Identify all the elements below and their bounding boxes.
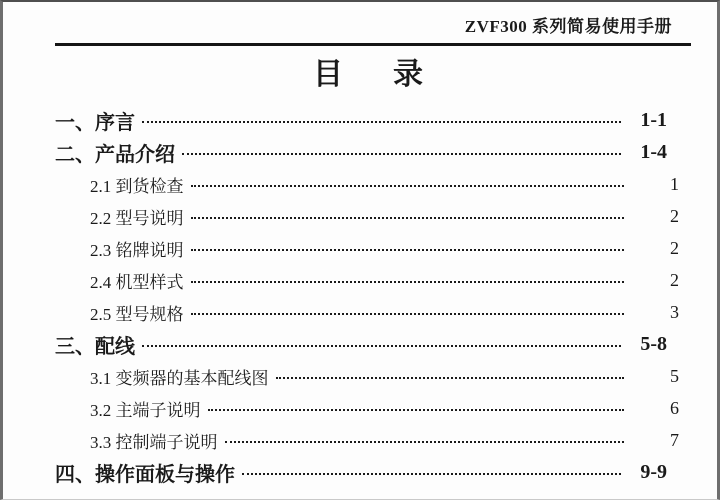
toc-entry	[55, 296, 679, 328]
toc-entry-label: 四、操作面板与操作	[55, 463, 235, 486]
toc-entry-page: 1	[670, 173, 679, 194]
toc-entry	[55, 392, 679, 424]
dot-leader	[208, 409, 625, 411]
dot-leader	[191, 217, 625, 219]
toc-entry-label: 2.5 型号规格	[90, 304, 184, 324]
toc-entry	[55, 360, 679, 392]
dot-leader	[191, 249, 625, 251]
toc-entry-page: 6	[670, 397, 679, 418]
dot-leader	[182, 153, 621, 155]
toc-entry-page: 2	[670, 205, 679, 226]
toc-entry-label: 2.3 铭牌说明	[90, 240, 184, 260]
toc-entry	[55, 104, 679, 136]
dot-leader	[142, 345, 621, 347]
toc-entry-page: 9-9	[640, 460, 667, 483]
toc-entry-label: 2.4 机型样式	[90, 272, 184, 292]
toc-entry-label: 3.2 主端子说明	[90, 400, 201, 420]
header-rule	[55, 43, 691, 46]
dot-leader	[225, 441, 625, 443]
dot-leader	[276, 377, 625, 379]
toc-entry-label: 三、配线	[55, 335, 135, 358]
toc-entry	[55, 200, 679, 232]
toc-entry-page: 1-1	[640, 108, 667, 131]
toc-entry-page: 3	[670, 301, 679, 322]
toc-entry	[55, 424, 679, 456]
toc-entry	[55, 232, 679, 264]
toc-entry-label: 2.2 型号说明	[90, 208, 184, 228]
toc-entry-label: 二、产品介绍	[55, 143, 175, 166]
dot-leader	[242, 473, 621, 475]
dot-leader	[191, 281, 625, 283]
toc-entry-page: 2	[670, 237, 679, 258]
toc-entry-page: 5-8	[640, 332, 667, 355]
toc-entry-label: 3.1 变频器的基本配线图	[90, 368, 269, 388]
toc-entry	[55, 136, 679, 168]
toc-entry	[55, 168, 679, 200]
toc-entry-page: 2	[670, 269, 679, 290]
toc-entry-page: 7	[670, 429, 679, 450]
manual-title-header: ZVF300 系列简易使用手册	[464, 17, 672, 36]
toc-entry-label: 3.3 控制端子说明	[90, 432, 218, 452]
toc-entry-page: 5	[670, 365, 679, 386]
toc-entry-label: 一、序言	[55, 111, 135, 134]
toc-entry-label: 2.1 到货检查	[90, 176, 184, 196]
dot-leader	[142, 121, 621, 123]
toc-entry	[55, 456, 679, 488]
toc-list	[3, 104, 717, 488]
toc-entry	[55, 328, 679, 360]
toc-entry-page: 1-4	[640, 140, 667, 163]
dot-leader	[191, 313, 625, 315]
dot-leader	[191, 185, 625, 187]
toc-page-title: 目 录	[313, 58, 433, 91]
toc-entry	[55, 264, 679, 296]
